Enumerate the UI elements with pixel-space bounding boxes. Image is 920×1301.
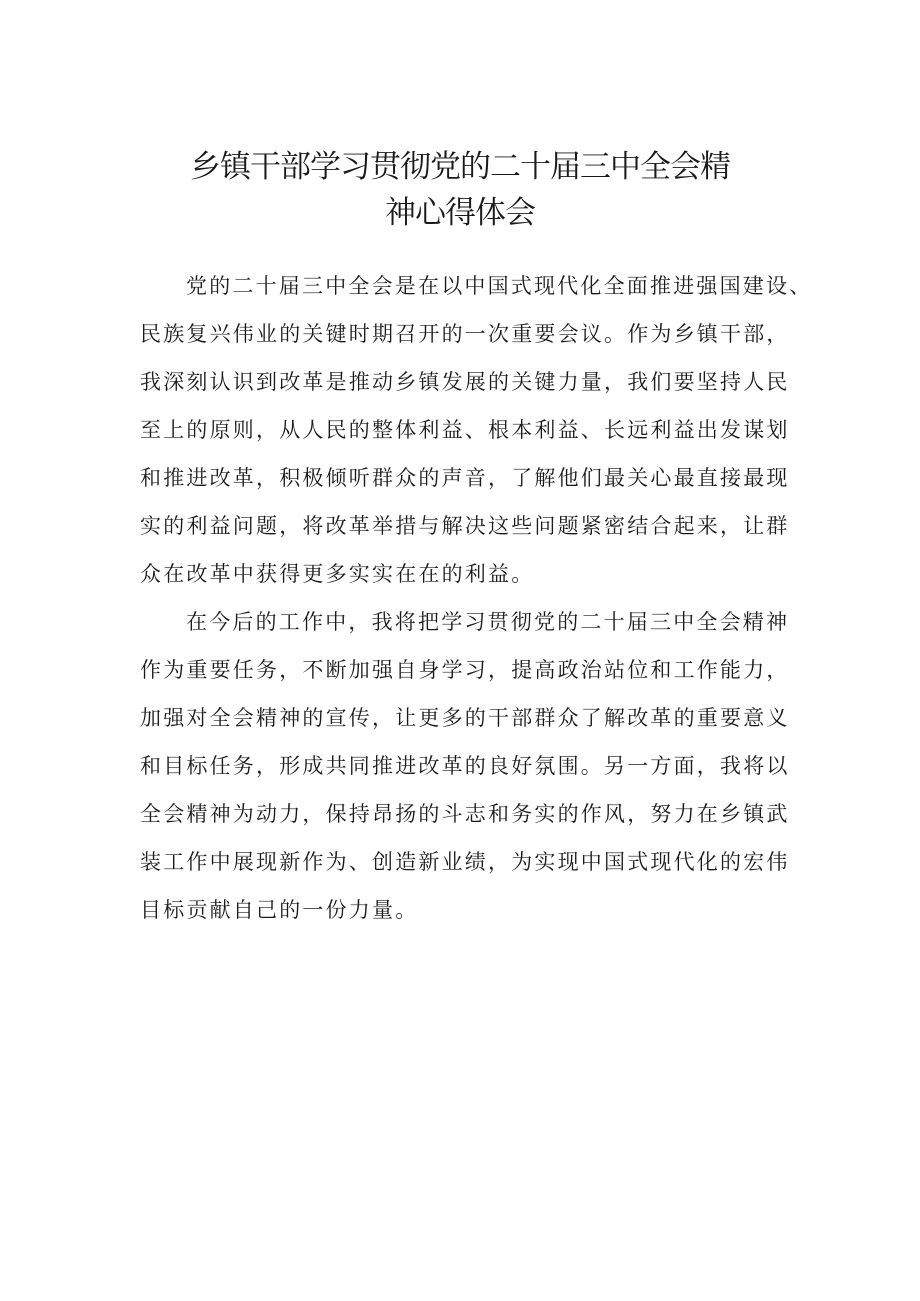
- document-title: [140, 144, 780, 236]
- paragraph-line: 众在改革中获得更多实实在在的利益。: [140, 562, 535, 586]
- document-body: [140, 262, 815, 934]
- paragraph-line: 作为重要任务，不断加强自身学习，提高政治站位和工作能力，: [140, 658, 790, 682]
- title-line: 乡镇干部学习贯彻党的二十届三中全会精: [190, 149, 730, 185]
- paragraph-line: 装工作中展现新作为、创造新业绩，为实现中国式现代化的宏伟: [140, 850, 790, 874]
- paragraph-line: 党的二十届三中全会是在以中国式现代化全面推进强国建设、: [186, 274, 813, 298]
- paragraph-1: [140, 262, 815, 598]
- paragraph-line: 加强对全会精神的宣传，让更多的干部群众了解改革的重要意义: [140, 706, 790, 730]
- paragraph-line: 至上的原则，从人民的整体利益、根本利益、长远利益出发谋划: [140, 418, 790, 442]
- paragraph-line: 全会精神为动力，保持昂扬的斗志和务实的作风，努力在乡镇武: [140, 802, 790, 826]
- paragraph-line: 和目标任务，形成共同推进改革的良好氛围。另一方面，我将以: [140, 754, 790, 778]
- paragraph-line: 在今后的工作中，我将把学习贯彻党的二十届三中全会精神: [186, 610, 790, 634]
- paragraph-line: 我深刻认识到改革是推动乡镇发展的关键力量，我们要坚持人民: [140, 370, 790, 394]
- paragraph-2: [140, 598, 815, 934]
- paragraph-line: 和推进改革，积极倾听群众的声音，了解他们最关心最直接最现: [140, 466, 790, 490]
- title-line: 神心得体会: [385, 195, 535, 231]
- paragraph-line: 实的利益问题，将改革举措与解决这些问题紧密结合起来，让群: [140, 514, 790, 538]
- paragraph-line: 目标贡献自己的一份力量。: [140, 898, 419, 922]
- paragraph-line: 民族复兴伟业的关键时期召开的一次重要会议。作为乡镇干部，: [140, 322, 790, 346]
